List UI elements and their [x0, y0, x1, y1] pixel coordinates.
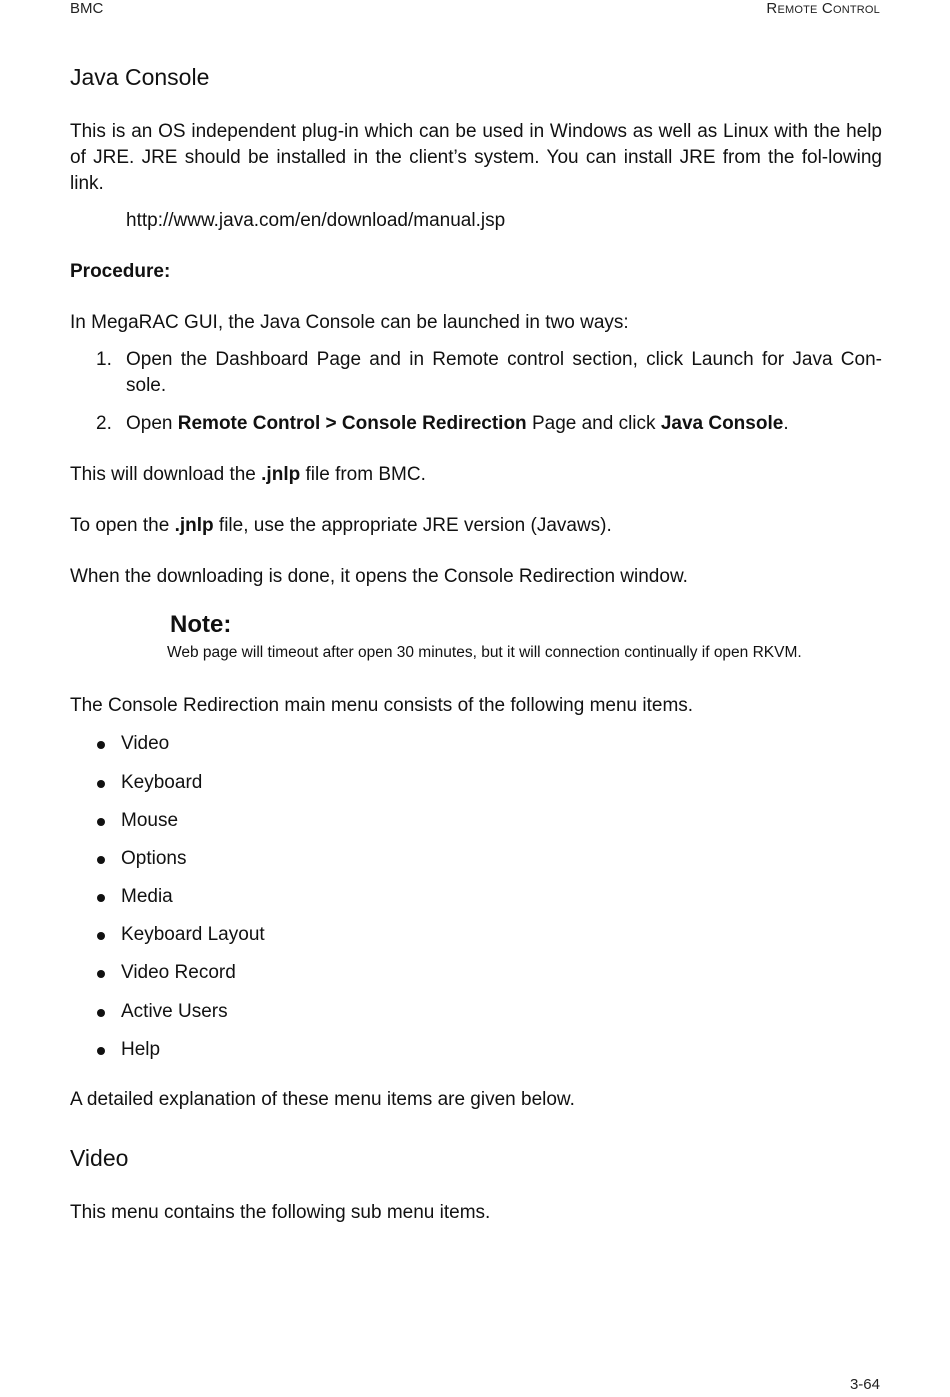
- text-part: file from BMC.: [300, 464, 426, 485]
- file-extension: .jnlp: [261, 464, 301, 485]
- step-text: [126, 411, 882, 437]
- list-item-label: Media: [121, 886, 173, 907]
- step-text-part: Page and click: [526, 413, 661, 434]
- page-number: 3-64: [849, 1376, 880, 1393]
- list-item-label: Active Users: [121, 1001, 228, 1022]
- list-item-label: Options: [121, 848, 187, 869]
- bullet-icon: [97, 894, 105, 902]
- text-part: file, use the appropriate JRE version (Javaws).: [213, 515, 612, 536]
- bullet-icon: [97, 932, 105, 940]
- launch-intro: In MegaRAC GUI, the Java Console can be launched in two ways:: [70, 312, 629, 333]
- bullet-icon: [97, 818, 105, 826]
- list-item-label: Video: [121, 733, 170, 754]
- text-part: This will download the: [70, 464, 262, 485]
- text-part: To open the: [70, 515, 175, 536]
- step-text-part: .: [783, 413, 789, 434]
- list-item-label: Help: [121, 1039, 161, 1060]
- header-left: BMC: [70, 0, 104, 17]
- menu-intro: The Console Redirection main menu consists of the following menu items.: [70, 695, 694, 716]
- header-right: Remote Control: [766, 0, 880, 17]
- bullet-icon: [97, 856, 105, 864]
- explanation-paragraph: A detailed explanation of these menu items are given below.: [70, 1089, 575, 1110]
- java-console-label: Java Console: [660, 413, 784, 434]
- done-paragraph: When the downloading is done, it opens the Console Redirection window.: [70, 566, 688, 587]
- step-text: Open the Dashboard Page and in Remote control section, click Launch for Java Con-sole.: [126, 349, 882, 396]
- list-item-label: Video Record: [121, 962, 236, 983]
- bullet-icon: [97, 970, 105, 978]
- step-number: 1.: [96, 349, 112, 370]
- menu-path: Remote Control > Console Redirection: [177, 413, 527, 434]
- bullet-icon: [97, 1009, 105, 1017]
- bullet-icon: [97, 780, 105, 788]
- file-extension: .jnlp: [174, 515, 214, 536]
- list-item-label: Mouse: [121, 810, 179, 831]
- list-item-label: Keyboard: [121, 772, 203, 793]
- intro-paragraph: This is an OS independent plug-in which can be used in Windows as well as Linux with the help of JRE. JRE should be installed in the client’s system. You can install JRE from the fol-lowing link.: [70, 121, 882, 194]
- step-number: 2.: [96, 413, 112, 434]
- bullet-icon: [97, 1047, 105, 1055]
- section-title-video: Video: [70, 1145, 129, 1171]
- step-text-part: Open: [126, 413, 178, 434]
- procedure-label: Procedure:: [70, 261, 171, 282]
- jre-download-url: http://www.java.com/en/download/manual.jsp: [126, 210, 506, 231]
- list-item-label: Keyboard Layout: [121, 924, 265, 945]
- download-paragraph: [70, 462, 426, 488]
- bullet-icon: [97, 741, 105, 749]
- note-title: Note:: [170, 611, 232, 638]
- note-text: Web page will timeout after open 30 minutes, but it will connection continually if open RKVM.: [167, 644, 802, 661]
- section-title-java-console: Java Console: [70, 64, 210, 90]
- open-paragraph: [70, 513, 612, 539]
- video-intro: This menu contains the following sub menu items.: [70, 1202, 491, 1223]
